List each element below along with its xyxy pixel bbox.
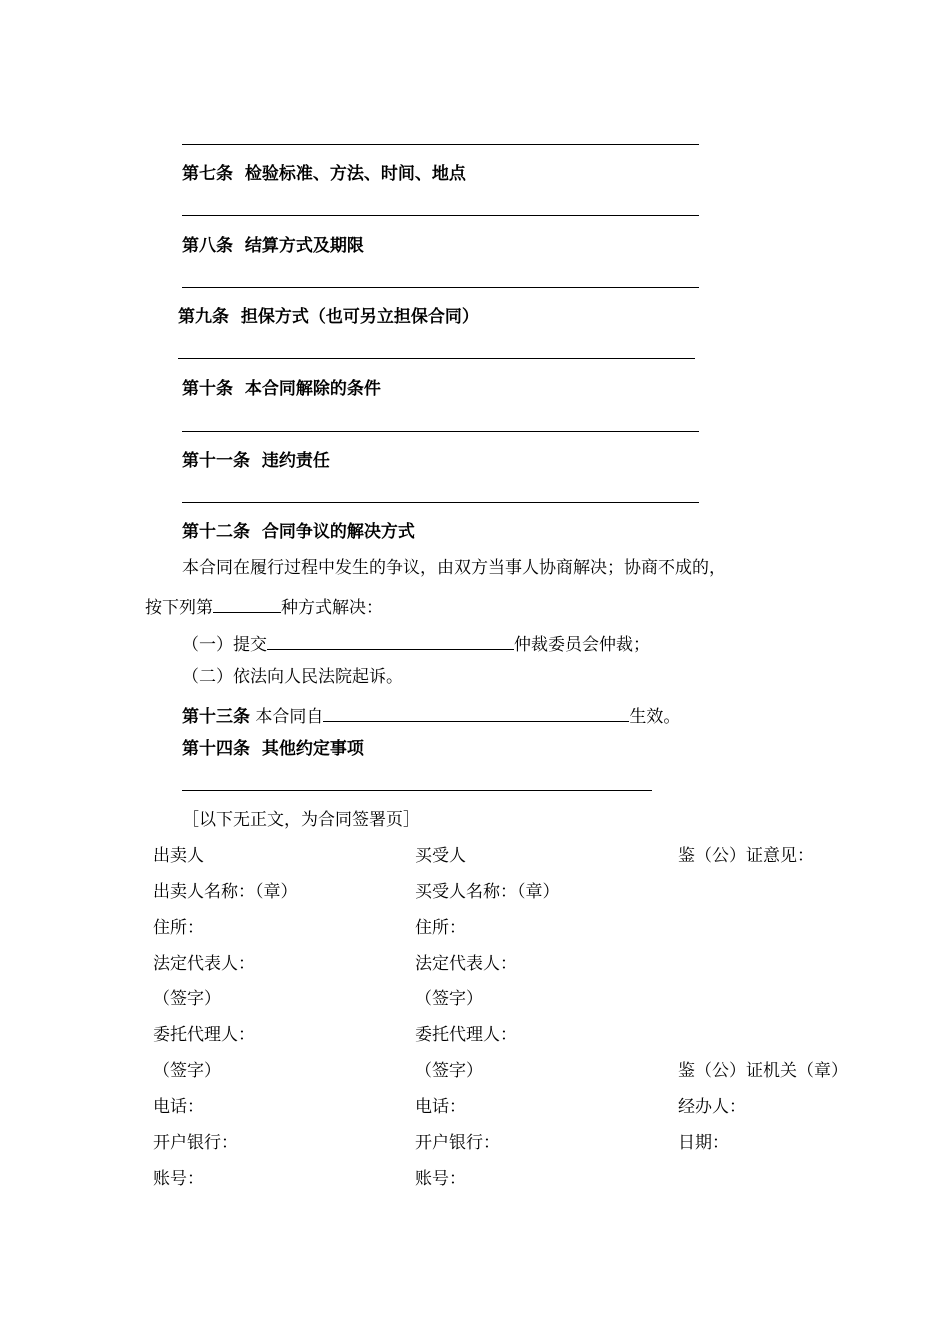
seller-sign-1: （签字）	[153, 989, 221, 1009]
article-title: 其他约定事项	[261, 739, 364, 759]
signature-note: ［以下无正文，为合同签署页］	[182, 810, 420, 830]
notary-opinion: 鉴（公）证意见：	[678, 846, 814, 866]
blank-line-7	[182, 215, 699, 216]
seller-title: 出卖人	[153, 846, 204, 866]
article-number: 第十一条	[182, 451, 250, 471]
article-number: 第八条	[182, 236, 233, 256]
article-8-heading	[182, 235, 364, 257]
article-title: 结算方式及期限	[244, 236, 364, 256]
blank-line-11	[182, 502, 699, 503]
article-10-heading	[182, 378, 381, 400]
buyer-legal-rep: 法定代表人：	[415, 954, 517, 974]
article-title: 担保方式（也可另立担保合同）	[240, 307, 479, 327]
seller-bank: 开户银行：	[153, 1133, 238, 1153]
buyer-address: 住所：	[415, 918, 466, 938]
article-number: 第十二条	[182, 522, 250, 542]
blank-line-10	[182, 431, 699, 432]
notary-authority: 鉴（公）证机关（章）	[678, 1061, 848, 1081]
option-1: （一）提交 仲裁委员会仲裁；	[182, 631, 650, 656]
article-13: 第十三条 本合同自 生效。	[182, 703, 680, 728]
effective-date-blank	[323, 703, 629, 722]
article-number: 第十条	[182, 379, 233, 399]
seller-address: 住所：	[153, 918, 204, 938]
buyer-agent: 委托代理人：	[415, 1025, 517, 1045]
article-12-heading	[182, 521, 415, 543]
seller-phone: 电话：	[153, 1097, 204, 1117]
seller-sign-2: （签字）	[153, 1061, 221, 1081]
article-title: 检验标准、方法、时间、地点	[244, 164, 466, 184]
article-title: 合同争议的解决方式	[261, 522, 415, 542]
blank-line-6	[182, 144, 699, 145]
arbitration-blank	[267, 631, 514, 650]
article-9-heading	[178, 306, 479, 328]
buyer-phone: 电话：	[415, 1097, 466, 1117]
article-11-heading	[182, 450, 330, 472]
blank-line-8	[182, 287, 699, 288]
seller-name: 出卖人名称：（章）	[153, 882, 298, 902]
buyer-sign-1: （签字）	[415, 989, 483, 1009]
article-number: 第十三条	[182, 707, 250, 727]
buyer-account: 账号：	[415, 1169, 466, 1189]
article-number: 第七条	[182, 164, 233, 184]
article-12-body-line-1: 本合同在履行过程中发生的争议，由双方当事人协商解决；协商不成的，	[182, 558, 726, 578]
blank-line-9	[178, 358, 695, 359]
notary-handler: 经办人：	[678, 1097, 746, 1117]
option-2: （二）依法向人民法院起诉。	[182, 667, 403, 687]
buyer-sign-2: （签字）	[415, 1061, 483, 1081]
seller-agent: 委托代理人：	[153, 1025, 255, 1045]
article-number: 第九条	[178, 307, 229, 327]
article-14-heading	[182, 738, 364, 760]
notary-date: 日期：	[678, 1133, 729, 1153]
buyer-name: 买受人名称：（章）	[415, 882, 560, 902]
choice-blank	[213, 594, 281, 613]
blank-line-14	[182, 790, 652, 791]
buyer-bank: 开户银行：	[415, 1133, 500, 1153]
buyer-title: 买受人	[415, 846, 466, 866]
article-number: 第十四条	[182, 739, 250, 759]
article-7-heading	[182, 163, 466, 185]
seller-legal-rep: 法定代表人：	[153, 954, 255, 974]
article-title: 本合同解除的条件	[244, 379, 381, 399]
seller-account: 账号：	[153, 1169, 204, 1189]
article-title: 违约责任	[261, 451, 330, 471]
article-12-body-line-2: 按下列第 种方式解决：	[145, 594, 383, 619]
